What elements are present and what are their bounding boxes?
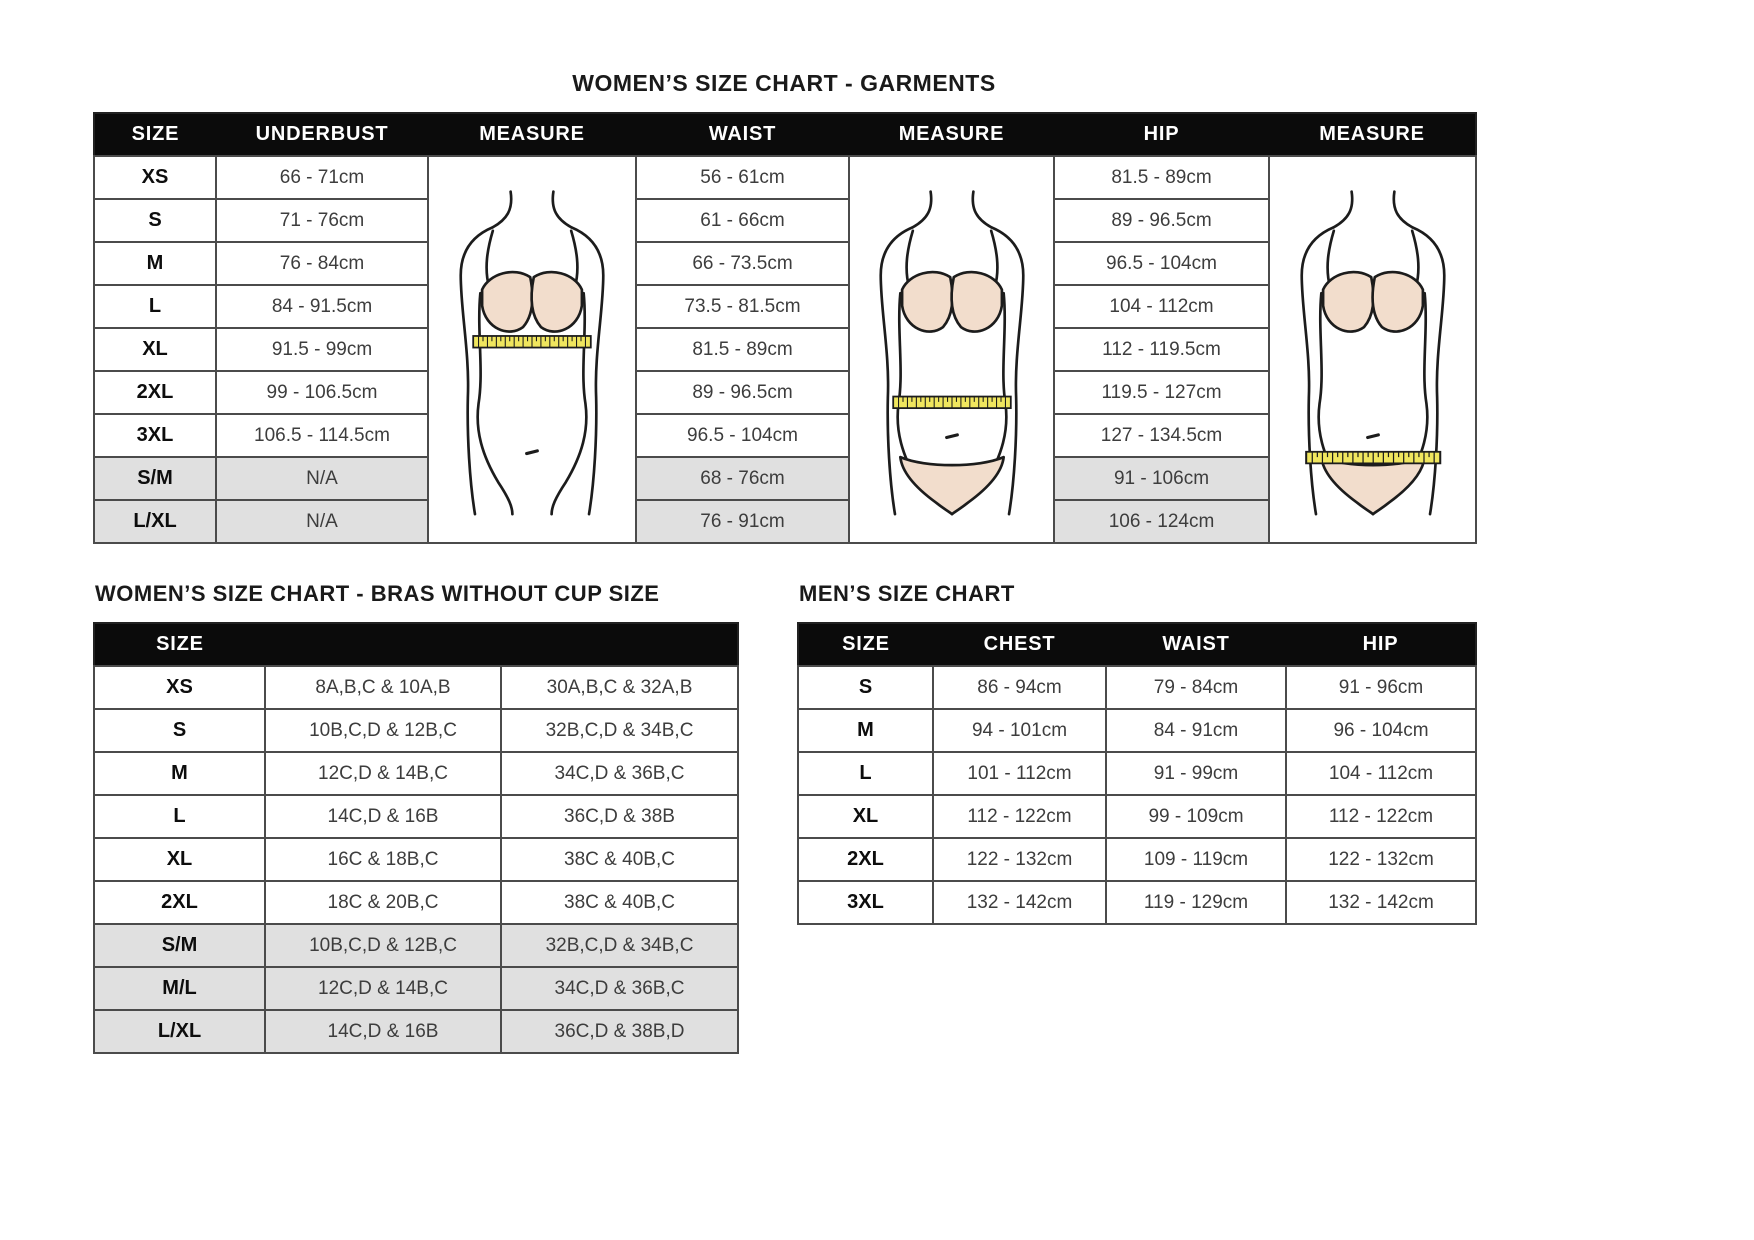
garments-table-header [94, 113, 1476, 156]
bra-sizes-value: 12C,D & 14B,C [265, 752, 501, 795]
waist-value: 56 - 61cm [636, 156, 849, 199]
waist-value: 119 - 129cm [1106, 881, 1286, 924]
column-header-waist: WAIST [636, 113, 849, 156]
column-header-size: SIZE [798, 623, 933, 666]
size-cell: S [94, 199, 216, 242]
column-header-measure: MEASURE [1269, 113, 1476, 156]
hip-value: 106 - 124cm [1054, 500, 1269, 543]
garments-row [94, 414, 1476, 457]
navel [946, 434, 957, 437]
size-cell: S/M [94, 924, 265, 967]
waist-value: 81.5 - 89cm [636, 328, 849, 371]
garments-row [94, 285, 1476, 328]
bra [1323, 272, 1423, 331]
fig-underbust-cell [428, 156, 636, 543]
fig-waist-cell [849, 156, 1054, 543]
waist-value: 76 - 91cm [636, 500, 849, 543]
underbust-value: 99 - 106.5cm [216, 371, 428, 414]
garments-size-table [93, 112, 1477, 544]
waist-value: 84 - 91cm [1106, 709, 1286, 752]
size-cell: 2XL [94, 371, 216, 414]
garments-table-body [94, 156, 1476, 543]
hip-value: 96 - 104cm [1286, 709, 1476, 752]
measuring-tape [893, 396, 1011, 408]
mens-row [798, 838, 1476, 881]
chest-value: 101 - 112cm [933, 752, 1106, 795]
chest-value: 132 - 142cm [933, 881, 1106, 924]
waist-value: 66 - 73.5cm [636, 242, 849, 285]
hip-value: 112 - 122cm [1286, 795, 1476, 838]
bras-row [94, 709, 738, 752]
size-cell: XS [94, 156, 216, 199]
size-cell: L [798, 752, 933, 795]
hip-value: 112 - 119.5cm [1054, 328, 1269, 371]
bras-chart-title: WOMEN’S SIZE CHART - BRAS WITHOUT CUP SIZE [95, 581, 660, 606]
mens-row [798, 752, 1476, 795]
size-cell: 2XL [94, 881, 265, 924]
bras-row [94, 666, 738, 709]
hip-value: 81.5 - 89cm [1054, 156, 1269, 199]
bra-sizes-value: 8A,B,C & 10A,B [265, 666, 501, 709]
size-cell: L [94, 285, 216, 328]
underbust-value: N/A [216, 457, 428, 500]
garments-row [94, 156, 1476, 199]
bra-sizes-value: 16C & 18B,C [265, 838, 501, 881]
hip-value: 91 - 96cm [1286, 666, 1476, 709]
fig-hip-cell [1269, 156, 1476, 543]
torso-outline [461, 191, 604, 514]
underbust-value: N/A [216, 500, 428, 543]
size-cell: XL [94, 328, 216, 371]
navel [527, 450, 538, 453]
hip-value: 122 - 132cm [1286, 838, 1476, 881]
hip-value: 89 - 96.5cm [1054, 199, 1269, 242]
hip-value: 104 - 112cm [1054, 285, 1269, 328]
waist-value: 91 - 99cm [1106, 752, 1286, 795]
bra-sizes-alt-value: 36C,D & 38B,D [501, 1010, 738, 1053]
waist-value: 68 - 76cm [636, 457, 849, 500]
column-header-chest: CHEST [933, 623, 1106, 666]
bras-row [94, 795, 738, 838]
garments-row [94, 500, 1476, 543]
size-cell: 2XL [798, 838, 933, 881]
size-cell: L/XL [94, 500, 216, 543]
measuring-tape [1306, 451, 1440, 463]
header-row [94, 623, 738, 666]
bras-row [94, 752, 738, 795]
size-cell: M [94, 242, 216, 285]
chest-value: 86 - 94cm [933, 666, 1106, 709]
mens-row [798, 709, 1476, 752]
bra-sizes-alt-value: 34C,D & 36B,C [501, 752, 738, 795]
bra-sizes-value: 10B,C,D & 12B,C [265, 709, 501, 752]
bras-row [94, 924, 738, 967]
mens-row [798, 795, 1476, 838]
waist-value: 89 - 96.5cm [636, 371, 849, 414]
waist-value: 96.5 - 104cm [636, 414, 849, 457]
chest-value: 122 - 132cm [933, 838, 1106, 881]
size-cell: M [798, 709, 933, 752]
bra-sizes-value: 10B,C,D & 12B,C [265, 924, 501, 967]
bra-sizes-alt-value: 32B,C,D & 34B,C [501, 924, 738, 967]
bra-sizes-value: 18C & 20B,C [265, 881, 501, 924]
panties [900, 457, 1003, 514]
hip-value: 96.5 - 104cm [1054, 242, 1269, 285]
size-cell: S [798, 666, 933, 709]
underbust-value: 71 - 76cm [216, 199, 428, 242]
size-cell: M [94, 752, 265, 795]
garments-chart-title: WOMEN’S SIZE CHART - GARMENTS [572, 70, 996, 96]
bra-sizes-alt-value: 30A,B,C & 32A,B [501, 666, 738, 709]
measuring-tape [473, 335, 591, 347]
mens-size-table [797, 622, 1477, 925]
panties [1321, 457, 1424, 514]
garments-row [94, 328, 1476, 371]
size-cell: XL [94, 838, 265, 881]
mens-chart-title: MEN’S SIZE CHART [799, 581, 1015, 606]
bra [902, 272, 1002, 331]
bra-sizes-value: 14C,D & 16B [265, 795, 501, 838]
column-header-size: SIZE [94, 113, 216, 156]
waist-value: 109 - 119cm [1106, 838, 1286, 881]
underbust-value: 91.5 - 99cm [216, 328, 428, 371]
bra-sizes-alt-value: 36C,D & 38B [501, 795, 738, 838]
size-cell: S/M [94, 457, 216, 500]
column-header-empty [501, 623, 738, 666]
bras-table-body [94, 666, 738, 1053]
size-cell: XL [798, 795, 933, 838]
underbust-value: 106.5 - 114.5cm [216, 414, 428, 457]
header-row [94, 113, 1476, 156]
waist-value: 61 - 66cm [636, 199, 849, 242]
column-header-empty [265, 623, 501, 666]
underbust-value: 84 - 91.5cm [216, 285, 428, 328]
bra-sizes-value: 12C,D & 14B,C [265, 967, 501, 1010]
bras-table-header [94, 623, 738, 666]
size-cell: 3XL [94, 414, 216, 457]
size-cell: M/L [94, 967, 265, 1010]
chest-value: 112 - 122cm [933, 795, 1106, 838]
size-cell: 3XL [798, 881, 933, 924]
column-header-underbust: UNDERBUST [216, 113, 428, 156]
underbust-measure-figure [434, 173, 630, 531]
garments-row [94, 199, 1476, 242]
column-header-waist: WAIST [1106, 623, 1286, 666]
column-header-measure: MEASURE [428, 113, 636, 156]
mens-row [798, 881, 1476, 924]
waist-measure-figure [854, 173, 1050, 531]
bras-row [94, 838, 738, 881]
hip-value: 119.5 - 127cm [1054, 371, 1269, 414]
hip-value: 91 - 106cm [1054, 457, 1269, 500]
bras-row [94, 1010, 738, 1053]
size-cell: L [94, 795, 265, 838]
garments-row [94, 242, 1476, 285]
bras-size-table [93, 622, 739, 1054]
navel [1367, 434, 1378, 437]
bra-sizes-alt-value: 34C,D & 36B,C [501, 967, 738, 1010]
bra-sizes-value: 14C,D & 16B [265, 1010, 501, 1053]
bra-sizes-alt-value: 38C & 40B,C [501, 881, 738, 924]
bras-row [94, 881, 738, 924]
chest-value: 94 - 101cm [933, 709, 1106, 752]
column-header-hip: HIP [1286, 623, 1476, 666]
bras-row [94, 967, 738, 1010]
mens-row [798, 666, 1476, 709]
garments-row [94, 371, 1476, 414]
bra [482, 272, 582, 331]
size-cell: L/XL [94, 1010, 265, 1053]
mens-table-body [798, 666, 1476, 924]
hip-value: 127 - 134.5cm [1054, 414, 1269, 457]
garments-row [94, 457, 1476, 500]
underbust-value: 66 - 71cm [216, 156, 428, 199]
column-header-hip: HIP [1054, 113, 1269, 156]
waist-value: 99 - 109cm [1106, 795, 1286, 838]
bra-sizes-alt-value: 38C & 40B,C [501, 838, 738, 881]
column-header-size: SIZE [94, 623, 265, 666]
hip-value: 132 - 142cm [1286, 881, 1476, 924]
column-header-measure: MEASURE [849, 113, 1054, 156]
size-cell: S [94, 709, 265, 752]
hip-value: 104 - 112cm [1286, 752, 1476, 795]
underbust-value: 76 - 84cm [216, 242, 428, 285]
hip-measure-figure [1275, 173, 1471, 531]
waist-value: 79 - 84cm [1106, 666, 1286, 709]
waist-value: 73.5 - 81.5cm [636, 285, 849, 328]
bra-sizes-alt-value: 32B,C,D & 34B,C [501, 709, 738, 752]
size-cell: XS [94, 666, 265, 709]
header-row [798, 623, 1476, 666]
mens-table-header [798, 623, 1476, 666]
